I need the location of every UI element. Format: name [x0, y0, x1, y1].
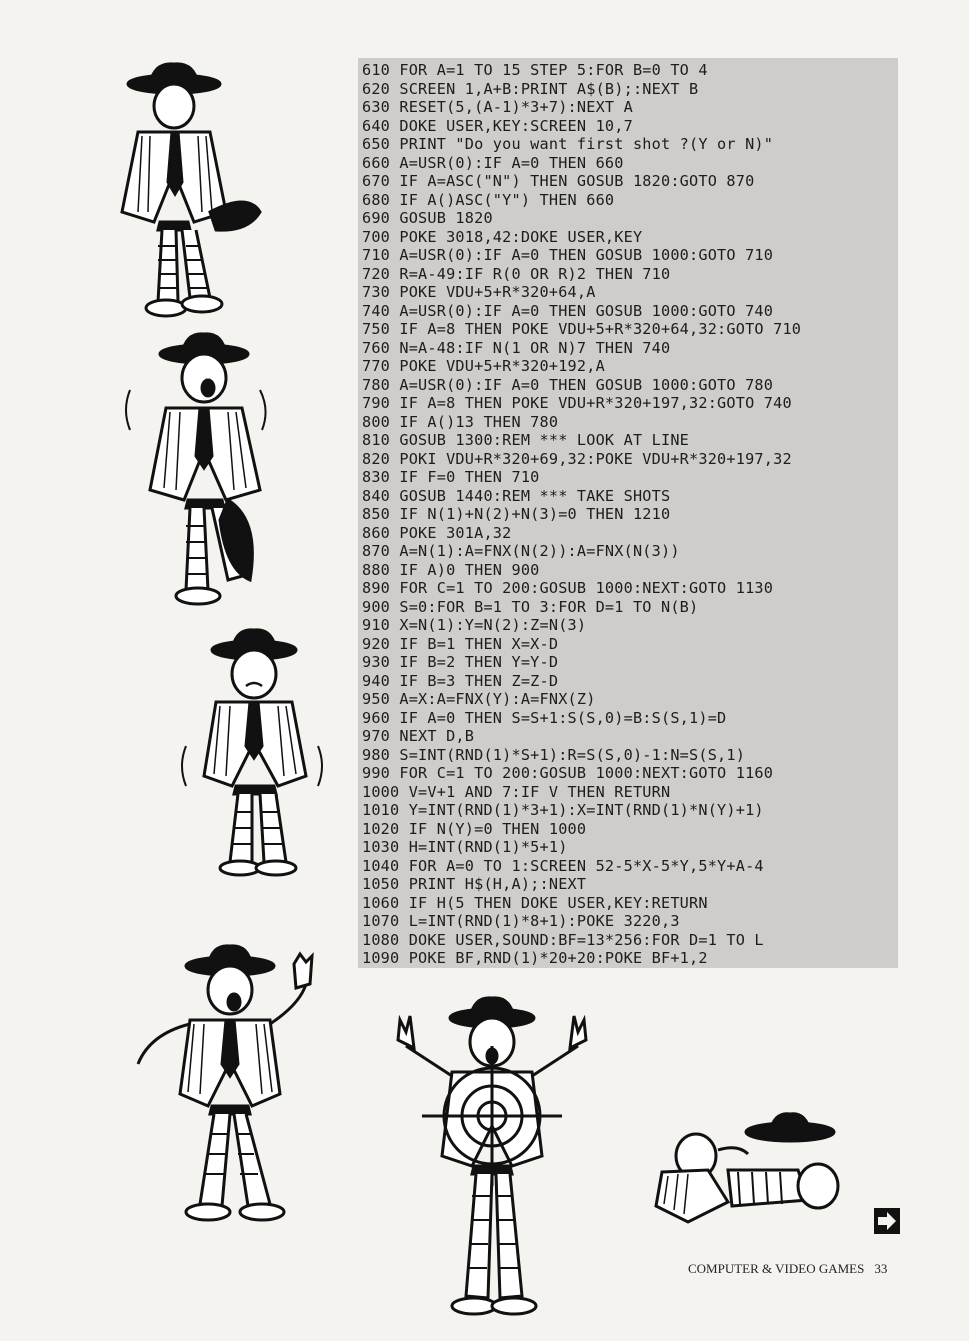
code-line: 890 FOR C=1 TO 200:GOSUB 1000:NEXT:GOTO 1130: [362, 579, 774, 597]
code-line: 630 RESET(5,(A-1)*3+7):NEXT A: [362, 98, 633, 116]
code-line: 840 GOSUB 1440:REM *** TAKE SHOTS: [362, 486, 671, 505]
arrow-right-icon: [874, 1208, 900, 1234]
code-line: 650 PRINT "Do you want first shot ?(Y or N)": [362, 135, 774, 153]
code-line: 760 N=A-48:IF N(1 OR N)7 THEN 740: [362, 338, 671, 357]
page-number: 33: [874, 1261, 888, 1276]
page-footer: [688, 1261, 887, 1277]
code-line: 750 IF A=8 THEN POKE VDU+5+R*320+64,32:GOTO 710: [362, 320, 802, 338]
code-line: 990 FOR C=1 TO 200:GOSUB 1000:NEXT:GOTO 1160: [362, 764, 774, 782]
code-line: 930 IF B=2 THEN Y=Y-D: [362, 653, 559, 671]
code-line: 810 GOSUB 1300:REM *** LOOK AT LINE: [362, 431, 690, 449]
code-line: 1060 IF H(5 THEN DOKE USER,KEY:RETURN: [362, 893, 708, 912]
code-line: 960 IF A=0 THEN S=S+1:S(S,0)=B:S(S,1)=D: [362, 708, 727, 727]
code-line: 1090 POKE BF,RND(1)*20+20:POKE BF+1,2: [362, 949, 708, 967]
code-line: 1010 Y=INT(RND(1)*3+1):X=INT(RND(1)*N(Y)+1): [362, 801, 764, 819]
gangster-in-crosshair-illustration: [392, 996, 592, 1326]
program-listing: [358, 58, 898, 968]
magazine-name: COMPUTER & VIDEO GAMES: [688, 1261, 865, 1276]
code-line: 620 SCREEN 1,A+B:PRINT A$(B);:NEXT B: [362, 79, 699, 98]
gangster-illustration-4: [130, 944, 320, 1234]
code-line: 820 POKI VDU+R*320+69,32:POKE VDU+R*320+197,32: [362, 449, 792, 468]
code-line: 920 IF B=1 THEN X=X-D: [362, 634, 559, 653]
code-line: 1040 FOR A=0 TO 1:SCREEN 52-5*X-5*Y,5*Y+A-4: [362, 856, 764, 875]
code-line: 800 IF A()13 THEN 780: [362, 412, 559, 431]
code-line: 710 A=USR(0):IF A=0 THEN GOSUB 1000:GOTO 710: [362, 246, 774, 264]
fallen-gangster-illustration: [648, 1110, 848, 1240]
gangster-illustration-3: [166, 626, 336, 886]
code-line: 730 POKE VDU+5+R*320+64,A: [362, 283, 596, 301]
code-line: 780 A=USR(0):IF A=0 THEN GOSUB 1000:GOTO 780: [362, 375, 774, 394]
code-line: 680 IF A()ASC("Y") THEN 660: [362, 190, 615, 209]
code-line: 740 A=USR(0):IF A=0 THEN GOSUB 1000:GOTO 740: [362, 301, 774, 320]
code-line: 770 POKE VDU+5+R*320+192,A: [362, 357, 605, 375]
code-line: 1030 H=INT(RND(1)*5+1): [362, 838, 568, 856]
code-line: 660 A=USR(0):IF A=0 THEN 660: [362, 153, 624, 172]
code-line: 670 IF A=ASC("N") THEN GOSUB 1820:GOTO 870: [362, 172, 755, 190]
code-line: 700 POKE 3018,42:DOKE USER,KEY: [362, 227, 643, 246]
code-line: 1080 DOKE USER,SOUND:BF=13*256:FOR D=1 TO L: [362, 930, 764, 949]
code-lines: [362, 61, 898, 968]
code-line: 880 IF A)0 THEN 900: [362, 560, 540, 579]
code-line: 640 DOKE USER,KEY:SCREEN 10,7: [362, 116, 633, 135]
code-line: 950 A=X:A=FNX(Y):A=FNX(Z): [362, 690, 596, 708]
code-line: 1070 L=INT(RND(1)*8+1):POKE 3220,3: [362, 912, 680, 930]
code-line: 860 POKE 301A,32: [362, 523, 512, 542]
code-line: 790 IF A=8 THEN POKE VDU+R*320+197,32:GOTO 740: [362, 394, 792, 412]
code-line: 910 X=N(1):Y=N(2):Z=N(3): [362, 616, 587, 634]
code-line: 720 R=A-49:IF R(0 OR R)2 THEN 710: [362, 264, 671, 283]
code-line: 970 NEXT D,B: [362, 727, 475, 745]
code-line: 870 A=N(1):A=FNX(N(2)):A=FNX(N(3)): [362, 542, 680, 560]
code-line: 1020 IF N(Y)=0 THEN 1000: [362, 819, 587, 838]
code-line: 1050 PRINT H$(H,A);:NEXT: [362, 875, 587, 893]
code-line: 940 IF B=3 THEN Z=Z-D: [362, 671, 559, 690]
code-line: 690 GOSUB 1820: [362, 209, 493, 227]
code-line: 1000 V=V+1 AND 7:IF V THEN RETURN: [362, 782, 671, 801]
gangster-illustration-2: [100, 330, 290, 610]
code-line: 900 S=0:FOR B=1 TO 3:FOR D=1 TO N(B): [362, 597, 699, 616]
gangster-illustration-1: [78, 62, 268, 322]
code-line: 980 S=INT(RND(1)*S+1):R=S(S,0)-1:N=S(S,1): [362, 745, 746, 764]
code-line: 610 FOR A=1 TO 15 STEP 5:FOR B=0 TO 4: [362, 61, 708, 79]
code-line: 830 IF F=0 THEN 710: [362, 468, 540, 486]
code-line: 850 IF N(1)+N(2)+N(3)=0 THEN 1210: [362, 505, 671, 523]
